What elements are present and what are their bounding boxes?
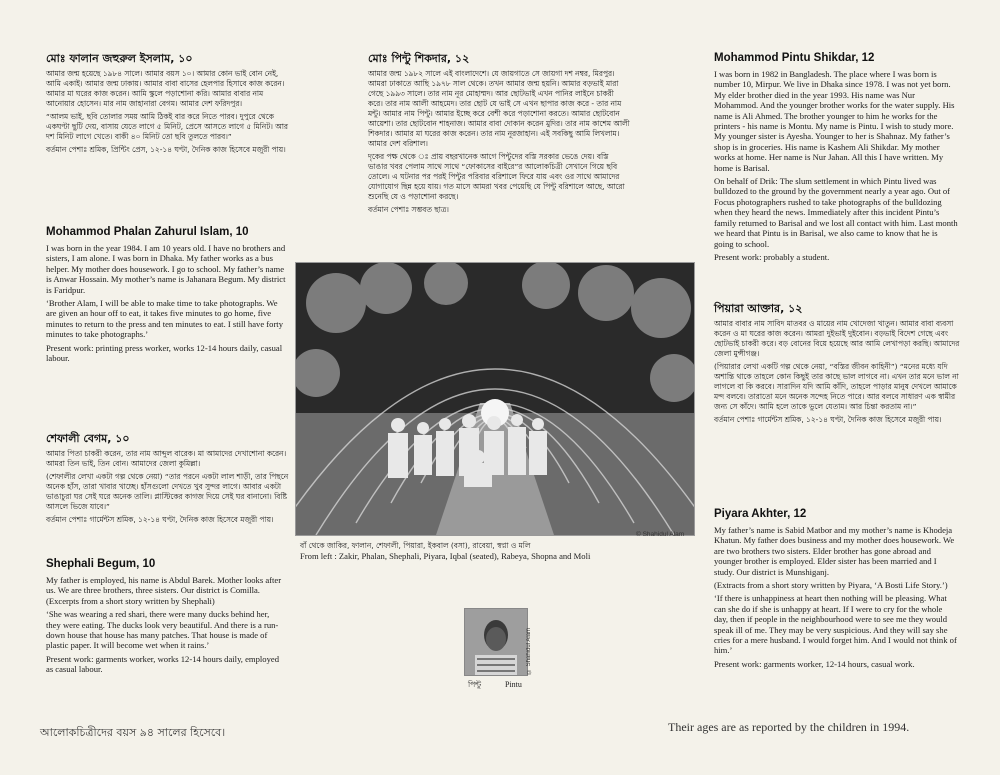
piyara-bn-quote: (পিয়ারার লেখা একটি গল্প থেকে নেয়া, “বস্তির জীবন কাহিনী”) “মনের মধ্যে যদি অশান্তি থাকে তাহলে কোন কিছুই তার কাছে ভাল লাগবে না। এখন তার মনে ভাল না লাগলে বা কি করবে। সারাদিন যদি আমি কাঁদি, তাহলে পাড়ার মানুষ দেখলে আমাকে মন্দ বলবে। তারাতো মনে অনেক সন্দেহ নিতে পারে। আর বলবে সাধারণ এক স্বামীর জন্য সে কাঁদে। আমি হলে তাকে ভুলে যেতাম। আর চিন্তা করতাম না।” (714, 362, 959, 411)
pintu-en-bio: I was born in 1982 in Bangladesh. The place where I was born is number 10, Mirpur. We live in Dhaka since 1978. I was not yet born. My elder brother died in the year 1993. His name was Nur Mohammod. And the younger brother works for the water supply. His name is Ali Ahmed. The brother younger to him he works for the printers - his name is Montu. My name is Pintu. I wish to study more. My younger sister is Ayesha. Younger to her is Shahnaz. My father’s shop is in groceries. His name is Kashem Ali Shikdar. My mother works at home. Her name is Nur Jahan. All this I have written. My home is Barisal. (714, 69, 955, 173)
portrait-graphic (465, 609, 527, 675)
pintu-en-drik: On behalf of Drik: The slum settlement in which Pintu lived was bulldozed to the ground by the government nearly a year ago. Out of Focus photographers rushed to take photographs of the bulldozing when they heard the news. Immediately after this incident Pintu’s family returned to Barisal and we lost all contact with him. Last month we heard that Pintu is in Barisal, we also came to know that he is going to school. (714, 176, 958, 249)
footer-note-en: Their ages are as reported by the children in 1994. (668, 720, 910, 734)
photo-caption-en: From left : Zakir, Phalan, Shephali, Piyara, Iqbal (seated), Rabeya, Shopna and Moli (300, 551, 591, 561)
piyara-en-bio: My father’s name is Sabid Matbor and my mother’s name is Khodeja Khatun. My father does business and my mother does housework. We are two brothers two sisters. Elder brother has gone abroad and younger brother is employed. Elder sister has been married and I study. Our district is Munshiganj. (714, 525, 955, 577)
shephali-bn-title: শেফালী বেগম, ১০ (46, 432, 130, 445)
piyara-en-quote: ‘If there is unhappiness at heart then nothing will be pleasing. What can she do if she is unhappy at heart. If I were to cry for the whole day, then if people in the neighbourhood were to see me they would speak ill of me. They may be very suspicious. And they will say she cries for a mere husband. I would forget him. And I would not think of him.’ (714, 593, 957, 656)
piyara-en-work: Present work: garments worker, 12-14 hours, casual work. (714, 658, 915, 669)
shephali-en-work: Present work: garments worker, works 12-14 hours daily, employed as casual labour. (46, 653, 279, 675)
photo-caption-bn: বাঁ থেকে জাকির, ফালান, শেফালী, পিয়ারা, ইকবাল (বসা), রাবেয়া, স্বপ্না ও মলি (300, 541, 531, 550)
piyara-en-source: (Extracts from a short story written by Piyara, ‘A Bosti Life Story.’) (714, 580, 948, 591)
shephali-bn-bio: আমার পিতা চাকরী করেন, তার নাম আব্দুল বারেক। মা আমাদের দেখাশোনা করেন। আমরা তিন ভাই, তিন বোন। আমাদের জেলা কুমিল্লা। (46, 449, 287, 468)
piyara-bn-work: বর্তমান পেশাঃ গার্মেন্টস শ্রমিক, ১২-১৪ ঘণ্টা, দৈনিক কাজ হিসেবে মজুরী পায়। (714, 415, 942, 424)
pintu-bn-title: মোঃ পিন্টু শিকদার, ১২ (368, 52, 470, 65)
group-photo (295, 262, 695, 536)
pintu-bn-section (368, 52, 630, 218)
pintu-en-title: Mohammod Pintu Shikdar, 12 (714, 52, 875, 64)
pintu-en-work: Present work: probably a student. (714, 251, 830, 262)
zahurul-en-work: Present work: printing press worker, works 12-14 hours daily, casual labour. (46, 342, 283, 364)
shephali-bn-section (46, 432, 291, 528)
zahurul-bn-quote: “আলম ভাই, ছবি তোলার সময় আমি ঠিকই বার করে নিতে পারব। দুপুরে থেকে একঘণ্টা ছুটি দেয়, বাসায় যেতে লাগে ৫ মিনিট, প্রেসে আসতে লাগে ৫ মিনিট। আর দশ মিনিট লাগে খেতে। বাকী ৪০ মিনিট তো ছবি তুলতে পারব।” (46, 112, 288, 141)
piyara-en-title: Piyara Akhter, 12 (714, 508, 807, 520)
pintu-bn-work: বর্তমান পেশাঃ সম্ভবত ছাত্র। (368, 205, 449, 214)
piyara-en-section (714, 508, 958, 672)
pintu-portrait (464, 608, 528, 676)
shephali-en-quote: ‘She was wearing a red shari, there were many ducks behind her, they were eating. The ducks look very beautiful. And there is a run-down house that house has many patches. That house is made of plastic paper. It will become wet when it rains.’ (46, 609, 279, 651)
piyara-bn-title: পিয়ারা আক্তার, ১২ (714, 302, 803, 315)
zahurul-bn-bio: আমার জন্ম হয়েছে ১৯৮৪ সালে। আমার বয়স ১০। আমার কোন ভাই বোন নেই, আমি একাই। আমার জন্ম ঢাকায়। আমার বাবা বাসের হেলপার হিসাবে কাজ করেন। আমার মা ঘরের কাজ করেন। আমি স্কুলে পড়াশোনা করি। আমার বাবার নাম আনোয়ার হোসেন। মার নাম জাহানারা বেগম। আমার দেশ ফরিদপুর। (46, 69, 285, 108)
pintu-en-section (714, 52, 958, 265)
pintu-photo-credit: © Shahidul Alam (526, 627, 532, 674)
tunnel-photo-graphic (296, 263, 694, 535)
shephali-en-title: Shephali Begum, 10 (46, 558, 156, 570)
zahurul-en-quote: ‘Brother Alam, I will be able to make time to take photographs. We are given an hour off to eat, it takes five minutes to go home, five minutes to return to the press and ten minutes to eat. I still have forty minutes to take photographs.’ (46, 298, 283, 340)
shephali-bn-work: বর্তমান পেশাঃ গার্মেন্টস শ্রমিক, ১২-১৪ ঘণ্টা, দৈনিক কাজ হিসেবে মজুরী পায়। (46, 515, 274, 524)
zahurul-en-bio: I was born in the year 1984. I am 10 years old. I have no brothers and sisters, I am alone. I was born in Dhaka. My father works as a bus helper. My mother does housework. I go to school. My father’s name is Anwar Hossain. My mother’s name is Jahanara Begum. My district is Faridpur. (46, 243, 286, 295)
footer-note-bn: আলোকচিত্রীদের বয়স ৯৪ সালের হিসেবে। (40, 726, 226, 739)
shephali-en-bio: My father is employed, his name is Abdul Barek. Mother looks after us. We are three brothers, three sisters. Our district is Comilla. (Excerpts from a short story written by Shephali) (46, 575, 282, 606)
piyara-bn-bio: আমার বাবার নাম সাবিদ মাতবর ও মায়ের নাম খোদেজা খাতুন। আমার বাবা ব্যবসা করেন ও মা ঘরের কাজ করেন। আমরা দুইভাই দুইবোন। বড়ভাই বিদেশ গেছে এবং ছোটভাই চাকরী করে। বড় বোনের বিয়ে হয়েছে আর আমি লেখাপড়া করছি। আমাদের জেলা মুন্সীগঞ্জ। (714, 319, 960, 358)
zahurul-bn-title: মোঃ ফালান জহুরুল ইসলাম, ১০ (46, 52, 193, 65)
zahurul-en-title: Mohammod Phalan Zahurul Islam, 10 (46, 226, 249, 238)
zahurul-en-section (46, 226, 286, 366)
pintu-name-bn: পিন্টু (468, 680, 481, 689)
zahurul-bn-work: বর্তমান পেশাঃ শ্রমিক, প্রিন্টিং প্রেস, ১২-১৪ ঘণ্টা, দৈনিক কাজ হিসেবে মজুরী পায়। (46, 145, 286, 154)
zahurul-bn-section (46, 52, 291, 158)
pintu-bn-drik: দৃকের পক্ষ থেকে ঃ প্রায় বছরখানেক আগে পিন্টুদের বস্তি সরকার ভেঙে দেয়। বস্তি ভাঙার খবর পেলাম সাথে সাথে “ফোকাসের বাইরে”র আলোকচিত্রী সেখানে গিয়ে ছবি তোলে। এ ঘটনার পর পরই পিন্টুর পরিবার বরিশালে ফিরে যায় এবং ওর সাথে আমাদের যোগাযোগ ছিন্ন হয়ে যায়। গত মাসে আমরা খবর পেয়েছি যে পিন্টু বরিশালে আছে, আরো শুনেছি যে ও পড়াশোনা করছে। (368, 152, 625, 201)
shephali-en-section (46, 558, 286, 678)
pintu-bn-bio: আমার জন্ম ১৯৮২ সালে এই বাংলাদেশে। যে জায়গাতে সে জায়গা দশ নম্বর, মিরপুর। আমরা ঢাকাতে আছি ১৯৭৮ সাল থেকে। তখন আমার জন্ম হয়নি। আমার বড়ভাই মারা গেছে ১৯৯৩ সালে। তার নাম নূর মোহাম্মদ। আর ছোটভাই এখন পানির লাইনে চাকরী করে। তার নাম আলী আহমেদ। তার ছোট যে ভাই সে এখন ছাপার কাজ করে - তার নাম মন্টু। আমার নাম পিন্টু। আমার ইচ্ছে করে বেশী করে পড়াশোনা করতে। আমার ছোটবোন আয়েশা। তার ছোটবোন শাহনাজ। আমার বাবা দোকান করেন মুদির। তার নাম কাশেম আলী শিকদার। আমার মা ঘরের কাজ করেন। তার নাম নূরজাহান। এই সবকিছু আমি লিখলাম। আমার দেশ বরিশাল। (368, 69, 630, 148)
pintu-name-en: Pintu (505, 680, 522, 689)
photo-credit: © Shahidul Alam (636, 531, 685, 538)
shephali-bn-quote: (শেফালীর লেখা একটা গল্প থেকে নেয়া) “তার পরনে একটা লাল শাড়ী, তার পিছনে অনেক হাঁস, তারা খাবার খাচ্ছে। হাঁসগুলো দেখতে খুব সুন্দর লাগে। আবার একটা ভাঙাচুরা ঘর সেই ঘরে অনেক তালি। প্লাস্টিকের কাগজ দিয়ে সেই ঘর বানানো। বিষ্টি আসলে ভিজে যাবে।” (46, 472, 289, 511)
piyara-bn-section (714, 302, 964, 428)
